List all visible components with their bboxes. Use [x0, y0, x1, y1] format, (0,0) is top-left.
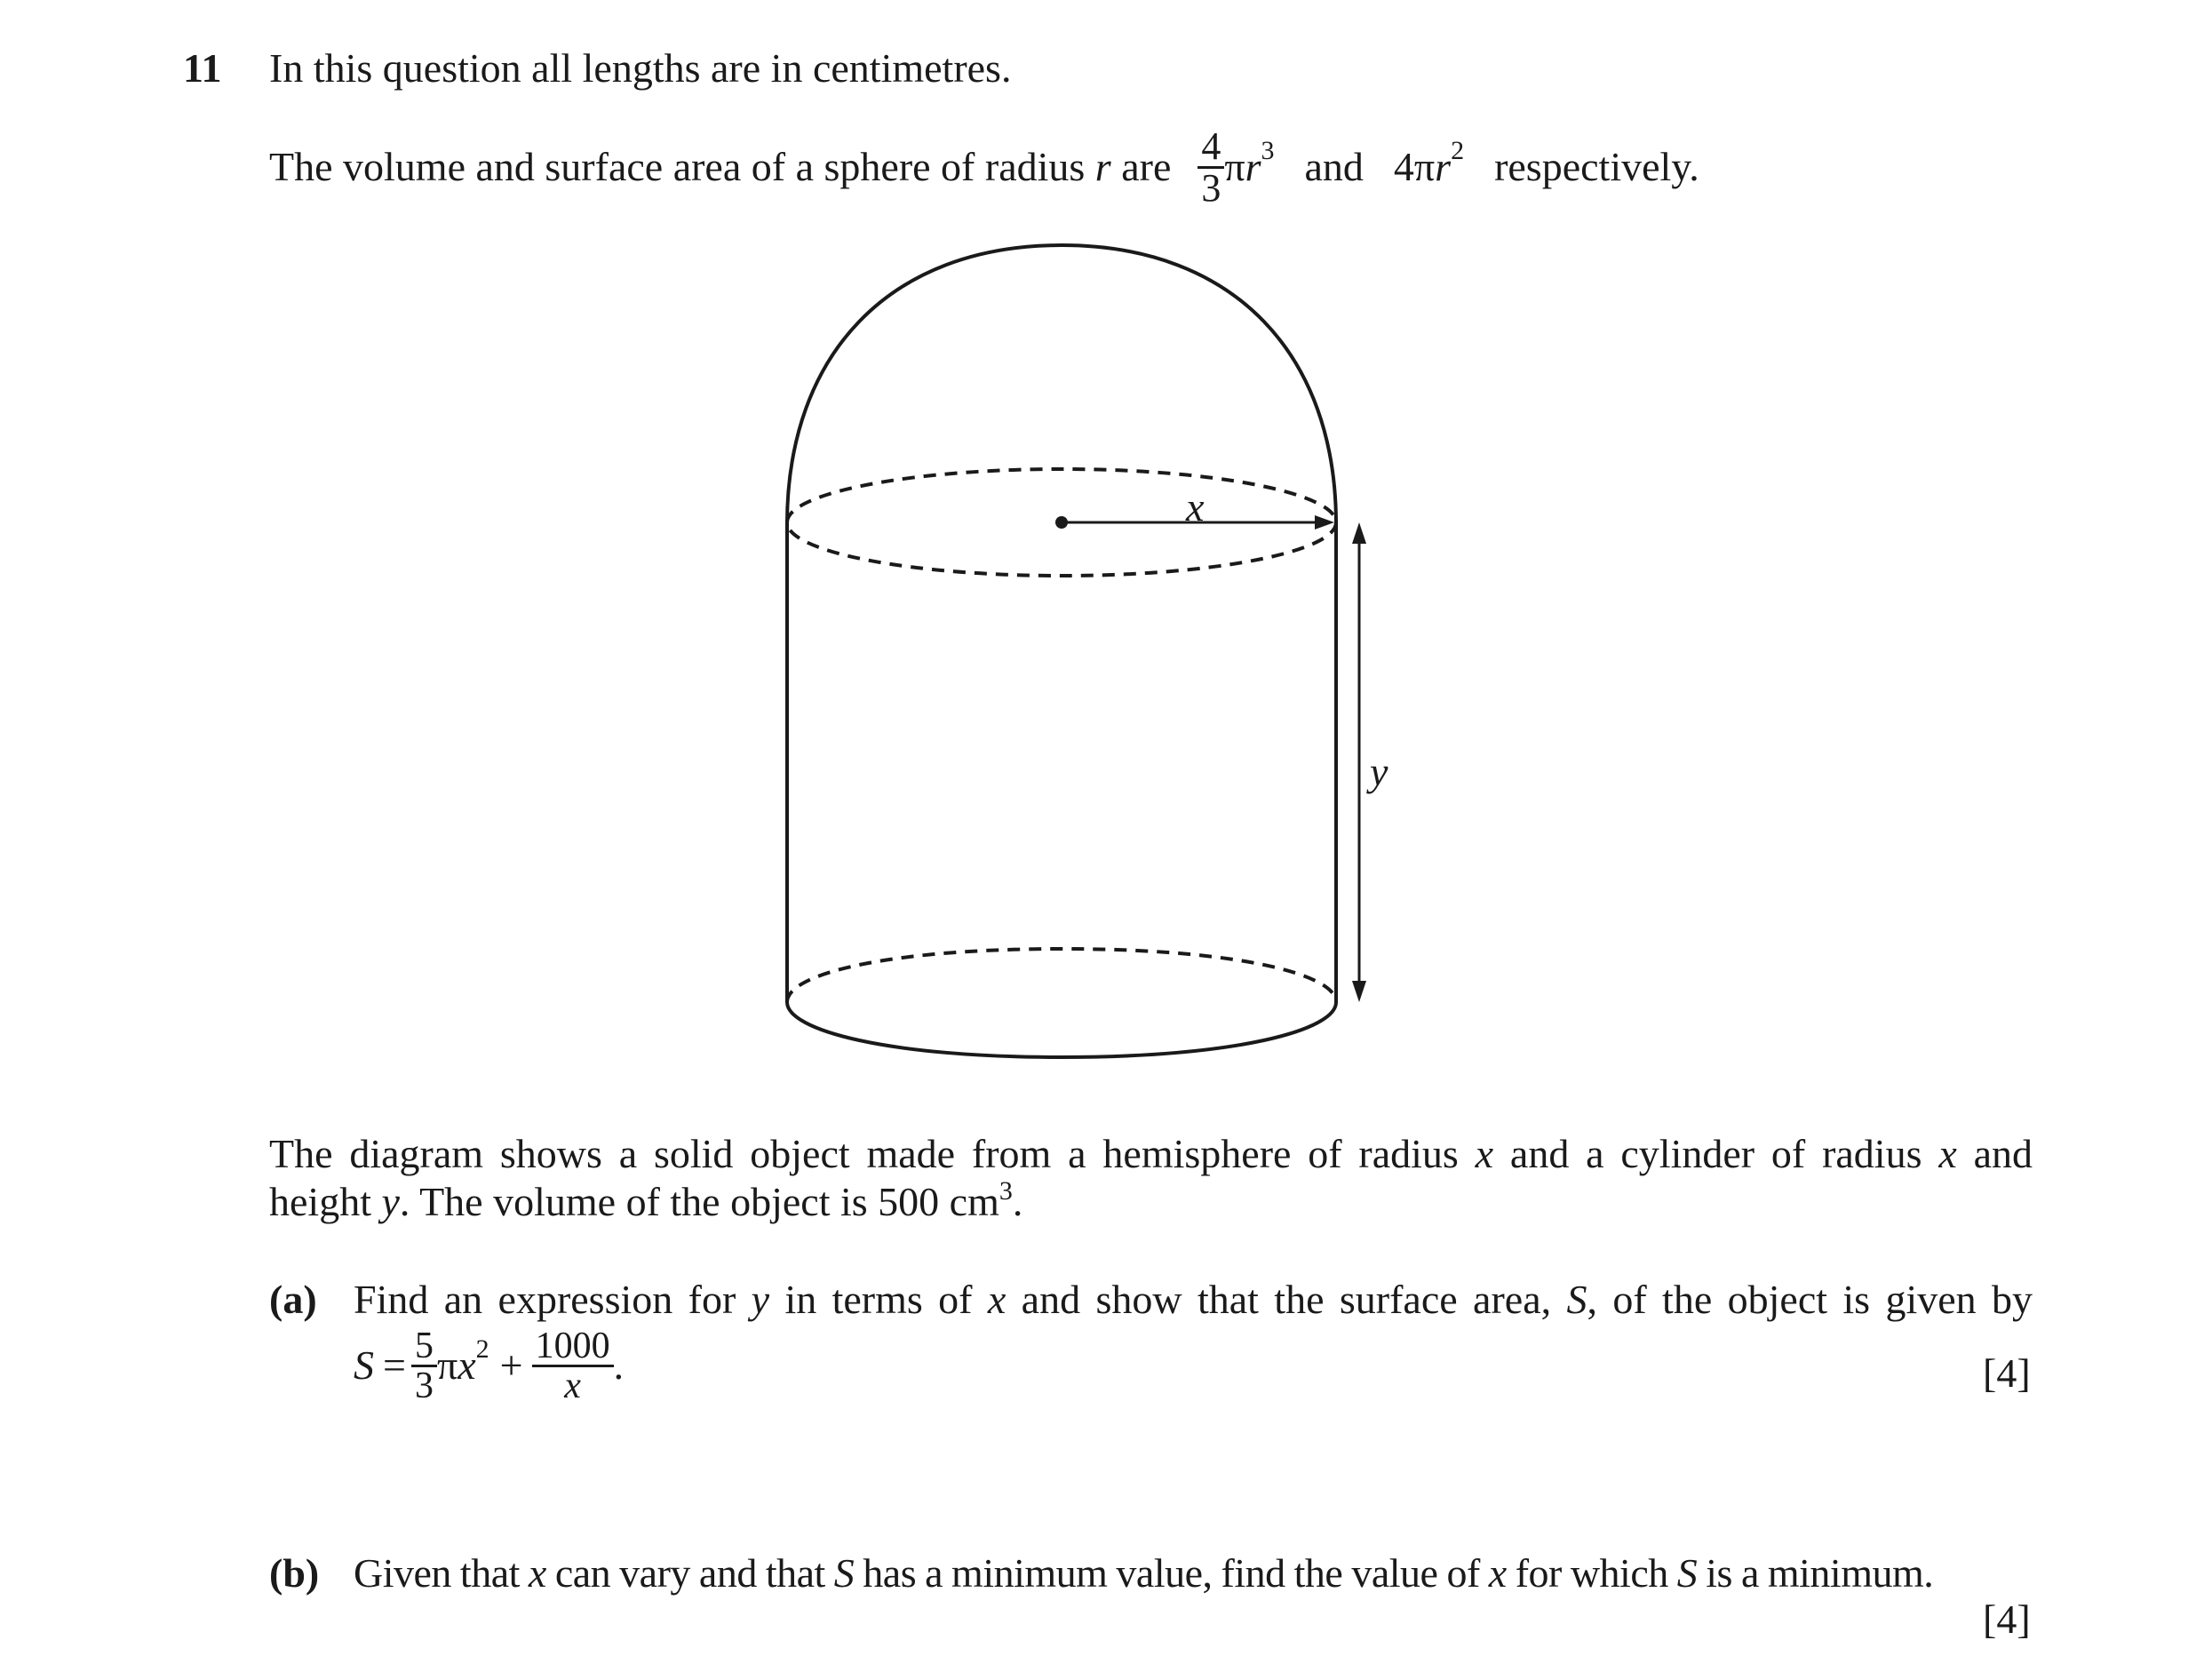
part-a-var-S: S: [1566, 1277, 1587, 1322]
surface-area-equation: [354, 1326, 624, 1405]
part-a-t1: Find an expression for: [354, 1277, 736, 1322]
description-var-x2: x: [1938, 1131, 1957, 1176]
base-ellipse-front: [787, 1002, 1336, 1057]
part-a-t2: in terms of: [784, 1277, 973, 1322]
equation-S: S: [354, 1342, 374, 1388]
part-b-var-x2: x: [1488, 1550, 1507, 1596]
diagram-label-y: y: [1370, 749, 1388, 794]
part-a-text: [354, 1279, 2033, 1320]
height-arrowhead-bottom: [1352, 981, 1366, 1002]
volume-pi: π: [1224, 144, 1245, 189]
part-b-t3: has a minimum value, find the value of: [863, 1550, 1480, 1596]
equation-exponent: 2: [475, 1334, 489, 1364]
description-height: height: [269, 1179, 371, 1224]
part-b-marks: [4]: [1983, 1596, 2031, 1642]
volume-r: r: [1245, 144, 1261, 189]
formula-and: and: [1304, 144, 1364, 189]
equation-fraction-1000-x: [532, 1327, 614, 1405]
hemisphere-outline: [787, 245, 1336, 524]
formula-suffix: respectively.: [1494, 144, 1699, 189]
part-b-var-S2: S: [1676, 1550, 1698, 1596]
description-line-2: [269, 1176, 1023, 1224]
volume-exponent: 3: [1261, 136, 1275, 165]
volume-fraction-denominator: 3: [1197, 166, 1224, 208]
part-a-t4: , of the object is given by: [1587, 1277, 2033, 1322]
description-text-a: The diagram shows a solid object made from a hemisphere of radius: [269, 1131, 1459, 1176]
part-a-marks: [4]: [1983, 1350, 2031, 1396]
part-b-t5: is a minimum.: [1706, 1550, 1934, 1596]
part-b-label: (b): [269, 1550, 320, 1596]
question-intro: In this question all lengths are in centimetres.: [269, 45, 1012, 91]
description-var-y: y: [381, 1179, 400, 1224]
equation-fraction-5-3: [411, 1327, 437, 1405]
equation-x: x: [458, 1342, 476, 1388]
fraction-5-3-denominator: 3: [411, 1365, 437, 1405]
part-b-text: [354, 1550, 2033, 1596]
question-number: 11: [183, 45, 222, 91]
diagram-label-x: x: [1186, 484, 1205, 529]
part-a-var-x: x: [987, 1277, 1007, 1322]
part-b-t1: Given that: [354, 1550, 520, 1596]
fraction-5-3-numerator: 5: [414, 1325, 434, 1366]
part-b-t2: can vary and that: [554, 1550, 825, 1596]
formula-prefix: The volume and surface area of a sphere of radius: [269, 144, 1086, 189]
part-b-t4: for which: [1515, 1550, 1668, 1596]
description-text-b: and a cylinder of radius: [1509, 1131, 1922, 1176]
formula-var-r: r: [1094, 144, 1111, 189]
height-arrowhead-top: [1352, 522, 1366, 544]
part-b-var-S1: S: [833, 1550, 855, 1596]
description-var-x1: x: [1475, 1131, 1494, 1176]
equation-pi: π: [436, 1342, 458, 1388]
surface-r: r: [1435, 144, 1452, 189]
equation-plus: +: [499, 1342, 523, 1388]
fraction-x-denominator: x: [532, 1365, 614, 1405]
base-ellipse-back-dashed: [787, 949, 1336, 1002]
equation-equals: =: [383, 1342, 406, 1388]
part-a-var-y: y: [751, 1277, 770, 1322]
description-text-c: and: [1973, 1131, 2033, 1176]
surface-coef: 4π: [1393, 144, 1436, 189]
part-a-t3: and show that the surface area,: [1021, 1277, 1552, 1322]
part-a-label: (a): [269, 1277, 317, 1322]
description-volume-text: . The volume of the object is 500 cm: [399, 1179, 999, 1224]
fraction-1000-numerator: 1000: [535, 1325, 610, 1366]
description-end: .: [1012, 1179, 1023, 1224]
description-line-1: [269, 1131, 2033, 1176]
volume-fraction-numerator: 4: [1201, 123, 1221, 168]
surface-exponent: 2: [1451, 136, 1465, 165]
equation-end: .: [613, 1342, 625, 1388]
part-b-var-x1: x: [528, 1550, 546, 1596]
description-cm-exponent: 3: [999, 1176, 1013, 1206]
radius-arrowhead: [1315, 515, 1334, 529]
formula-are: are: [1121, 144, 1172, 189]
